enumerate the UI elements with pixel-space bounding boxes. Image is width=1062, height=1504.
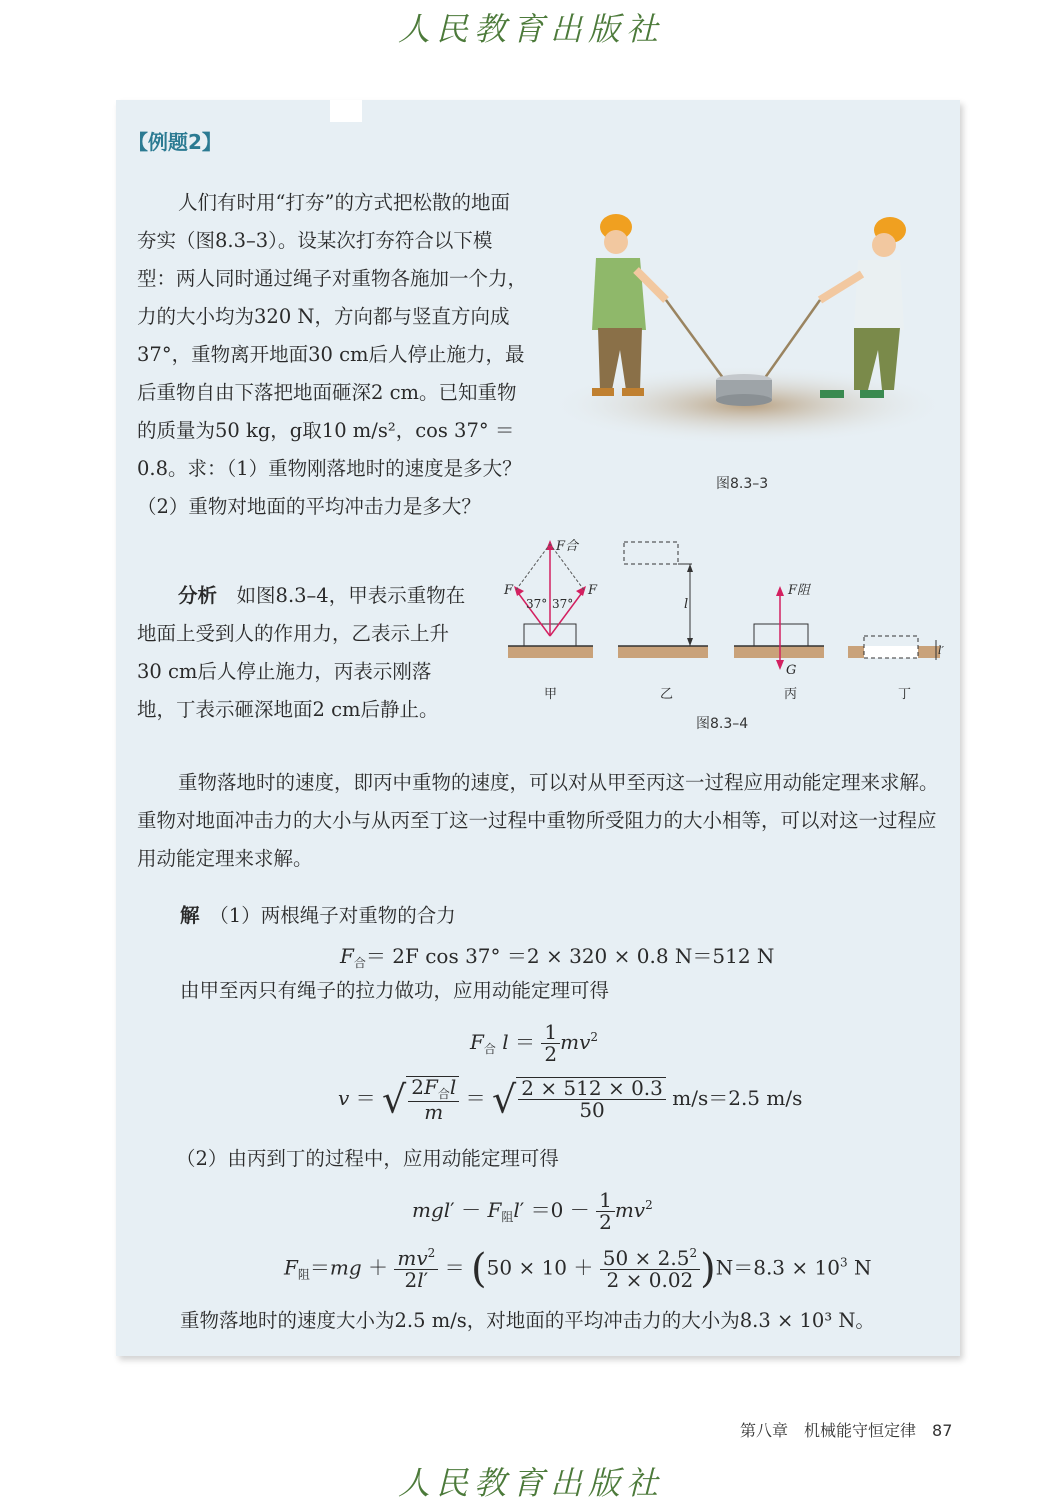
figure1-caption: 图8.3–3 (716, 476, 769, 492)
equation-work-energy: $F_合$ l ＝ $\frac{1}{2}$ $mv^2$ (470, 1020, 599, 1066)
equation-resistance: $F_阻=mg$ ＋ $\frac{mv^2}{2l'}$ ＝ (50 × 10 ＋ $\frac{50 \times 2.5^2}{2 \times 0.02}$ )$N=8.3 \times 10^3$ N (284, 1246, 872, 1292)
analysis-text-2: 重物落地时的速度，即丙中重物的速度，可以对从甲至丙这一过程应用动能定理来求解。重物对地面冲击力的大小与从丙至丁这一过程中重物所受阻力的大小相等，可以对这一过程应用动能定理来求解。 (137, 771, 939, 870)
chapter-title: 第八章 机械能守恒定律 (740, 1421, 917, 1440)
analysis-text: 如图8.3–4，甲表示重物在地面上受到人的作用力，乙表示上升30 cm后人停止施力，丙表示刚落地，丁表示砸深地面2 cm后静止。 (137, 584, 466, 721)
equation-resultant: $F_合= 2F$ cos 37° ＝2 × 320 × 0.8 N＝512 N (340, 944, 775, 970)
equation-impact: $mgl' - F_阻l' =0$ － $\frac{1}{2}$ $mv^2$ (412, 1188, 653, 1234)
page-footer (740, 1418, 952, 1441)
example-title: 【例题2】 (128, 130, 222, 154)
solution-step2: （2）由丙到丁的过程中，应用动能定理可得 (176, 1147, 559, 1170)
question-text: 人们有时用“打夯”的方式把松散的地面夯实（图8.3–3）。设某次打夯符合以下模型：两人同时通过绳子对重物各施加一个力，力的大小均为320 N，方向都与竖直方向成37°，重物离开地面30 cm后人停止施力，最后重物自由下落把地面砸深2 cm。已知重物的质量为50 kg，g取10 m/s²，cos 37° ＝0.8。求：（1）重物刚落地时的速度是多大？（2）重物对地面的平均冲击力是多大？ (137, 191, 528, 518)
analysis-label: 分析 (178, 584, 218, 607)
label-angle-left: 37° (526, 597, 548, 611)
label-bing: 丙 (784, 687, 798, 702)
label-jia: 甲 (544, 687, 558, 702)
figure2-caption: 图8.3–4 (696, 716, 749, 732)
publisher-watermark-top: 人民教育出版社 (397, 10, 664, 48)
label-angle-right: 37° (552, 597, 574, 611)
label-F-zu: F阻 (788, 583, 811, 598)
equation-velocity: v ＝ √ $\frac{2F_合l}{m}$ ＝ √ $\frac{2 \times 512 \times 0.3}{50}$ m/s＝2.5 m/s (338, 1075, 803, 1124)
publisher-watermark-bottom: 人民教育出版社 (397, 1464, 664, 1502)
final-answer: 重物落地时的速度大小为2.5 m/s，对地面的平均冲击力的大小为8.3 × 10³ N。 (180, 1309, 875, 1332)
label-G: G (786, 663, 797, 678)
label-l: l (684, 597, 689, 612)
label-yi: 乙 (660, 687, 674, 702)
figure-tamping-illustration (548, 200, 948, 470)
label-F-he: F合 (556, 539, 579, 554)
panel-notch (330, 100, 362, 122)
solution-step1b: 由甲至丙只有绳子的拉力做功，应用动能定理可得 (180, 979, 610, 1002)
label-F-left: F (504, 583, 514, 598)
solution-step1: （1）两根绳子对重物的合力 (219, 904, 456, 927)
analysis-paragraph (137, 577, 467, 729)
figure-force-diagram (500, 536, 950, 706)
page-number: 87 (932, 1421, 953, 1440)
label-ding: 丁 (898, 687, 912, 702)
solution-step1-line (180, 897, 456, 935)
label-F-right: F (588, 583, 598, 598)
solution-label: 解 (180, 904, 200, 927)
label-l-prime: l′ (938, 644, 945, 657)
